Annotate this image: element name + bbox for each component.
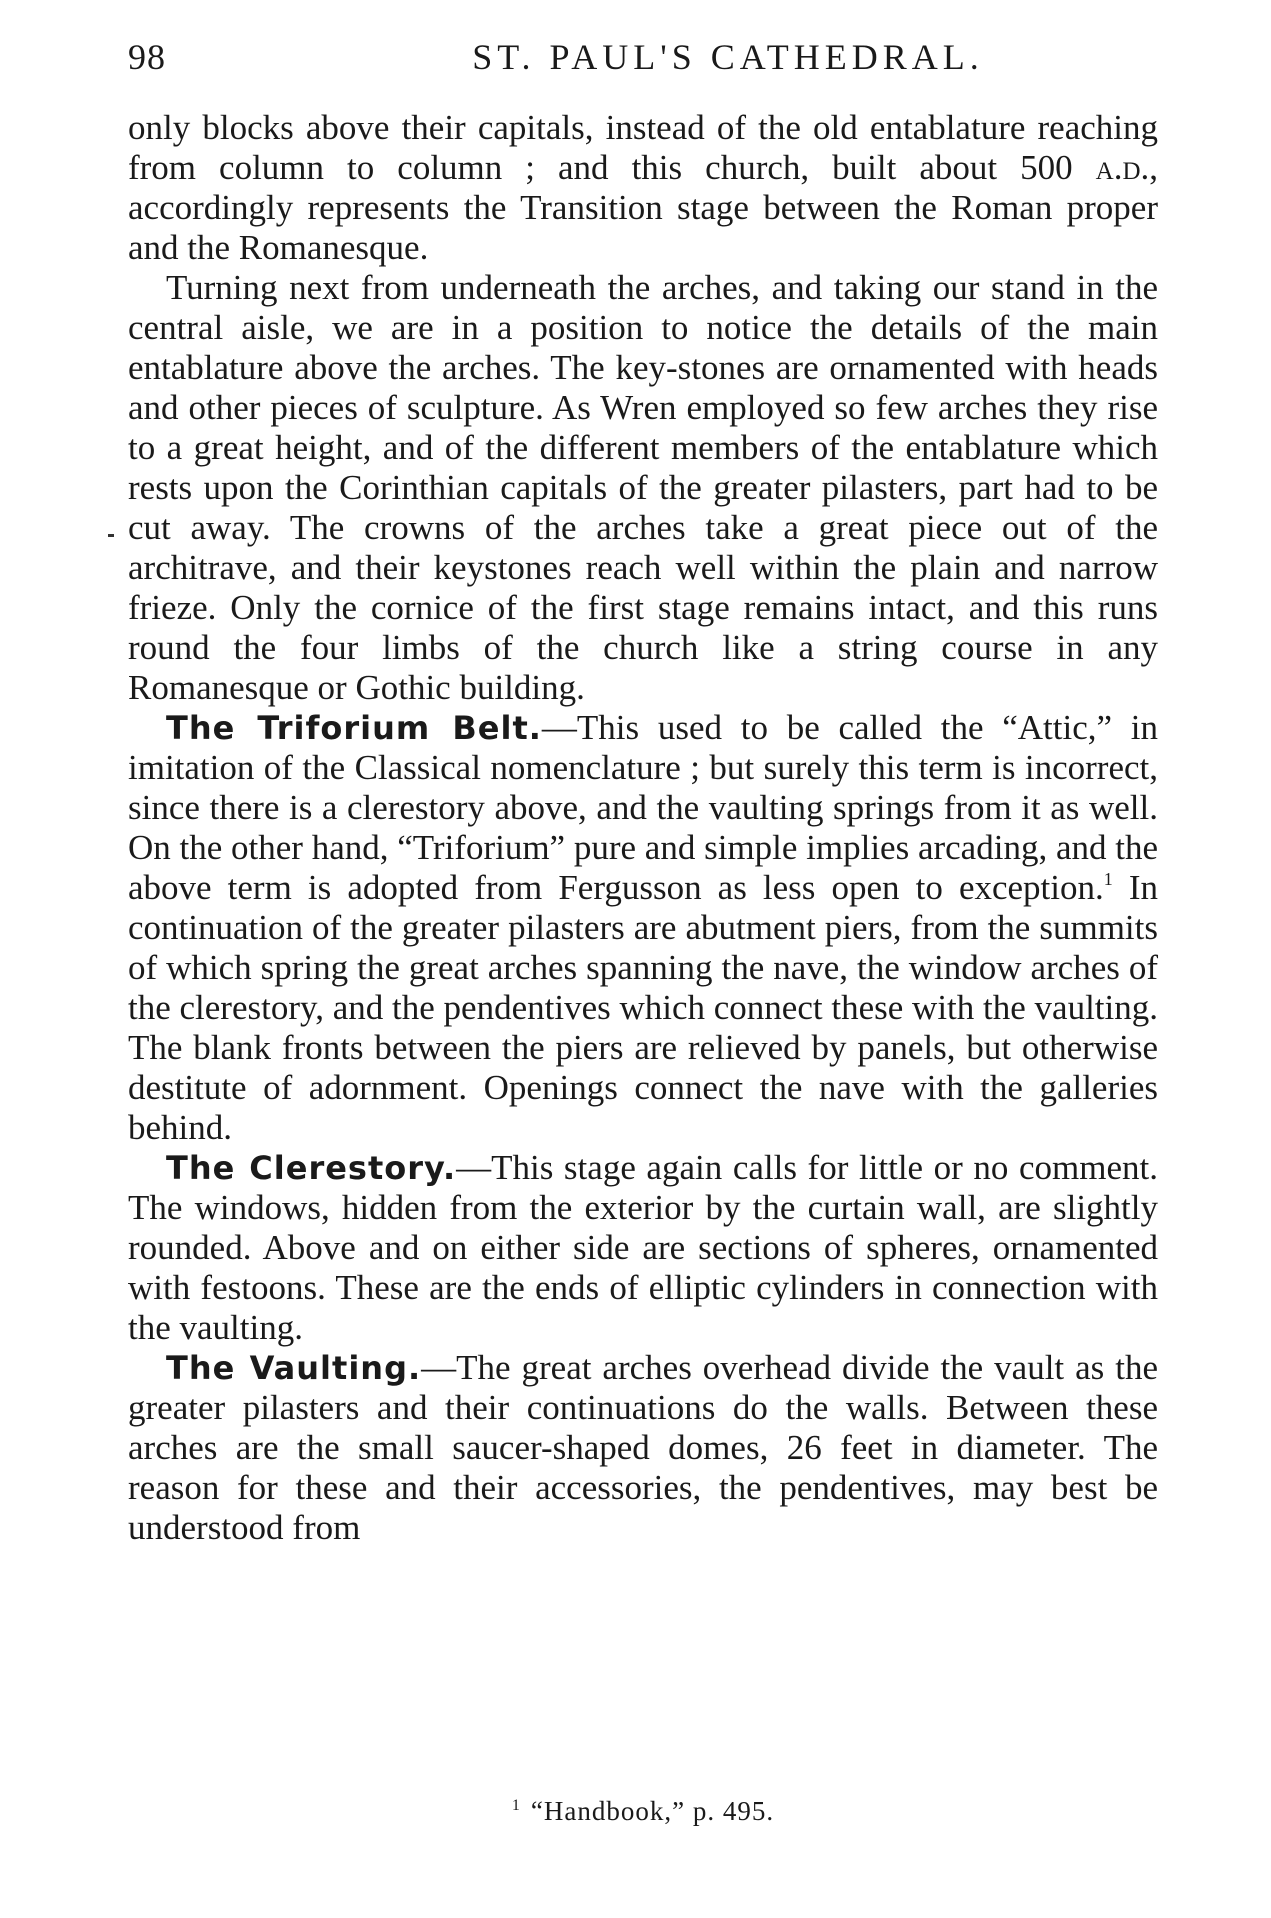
footnote-mark: 1	[511, 1797, 521, 1814]
paragraph-clerestory-text: —This stage again calls for little or no comment. The windows, hidden from the exterior by the curtain wall, are slightly rounded. Above and on either side are sections of spheres, ornamented with festoons. These are the ends of elliptic cylinders in connection with the vaulting.	[128, 1148, 1159, 1347]
section-heading-vaulting: The Vaulting.	[166, 1349, 422, 1387]
running-title: ST. PAUL'S CATHEDRAL.	[472, 37, 984, 77]
section-heading-clerestory: The Clerestory.	[166, 1149, 457, 1187]
paragraph-1-text: only blocks above their capitals, instead of the old entablature reaching from column to column ; and this church, built about 500	[128, 108, 1158, 187]
paragraph-vaulting-text: —The great arches overhead divide the vault as the greater pilasters and their continuations do the walls. Between these arches are the small saucer-shaped domes, 26 feet in diameter. The reason for these and their accessories, the pendentives, may best be understood from	[128, 1348, 1159, 1547]
margin-mark	[108, 534, 114, 537]
section-heading-triforium: The Triforium Belt.	[166, 709, 542, 747]
running-head	[128, 36, 1158, 80]
footnote	[128, 1796, 1158, 1827]
paragraph-triforium	[128, 708, 1158, 1148]
body-text	[128, 108, 1158, 1548]
paragraph-2-text: Turning next from underneath the arches, and taking our stand in the central aisle, we are in a position to notice the details of the main entablature above the arches. The key-stones are ornamented with heads and other pieces of sculpture. As Wren employed so few arches they rise to a great height, and of the different members of the entablature which rests upon the Corinthian capitals of the greater pilasters, part had to be cut away. The crowns of the arches take a great piece out of the architrave, and their keystones reach well within the plain and narrow frieze. Only the cornice of the first stage remains intact, and this runs round the four limbs of the church like a string course in any Romanesque or Gothic building.	[128, 268, 1158, 707]
page-number: 98	[128, 37, 166, 77]
paragraph-vaulting	[128, 1348, 1158, 1548]
era-abbreviation: a.d.	[1095, 148, 1150, 187]
paragraph-triforium-text-after: In continuation of the greater pilasters are abutment piers, from the summits of which spring the great arches spanning the nave, the window arches of the clerestory, and the pendentives which connect these with the vaulting. The blank fronts between the piers are relieved by panels, but otherwise destitute of adornment. Openings connect the nave with the galleries behind.	[128, 868, 1158, 1147]
paragraph-clerestory	[128, 1148, 1158, 1348]
paragraph-1-text-after: , accordingly represents the Transition stage between the Roman proper and the Romanesque.	[128, 148, 1158, 267]
footnote-text: “Handbook,” p. 495.	[530, 1796, 775, 1826]
paragraph-1	[128, 108, 1158, 268]
footnote-reference: 1	[1103, 869, 1113, 889]
paragraph-triforium-text: —This used to be called the “Attic,” in imitation of the Classical nomenclature ; but surely this term is incorrect, since there is a clerestory above, and the vaulting springs from it as well. On the other hand, “Triforium” pure and simple implies arcading, and the above term is adopted from Fergusson as less open to exception.	[128, 708, 1159, 907]
paragraph-2	[128, 268, 1158, 708]
